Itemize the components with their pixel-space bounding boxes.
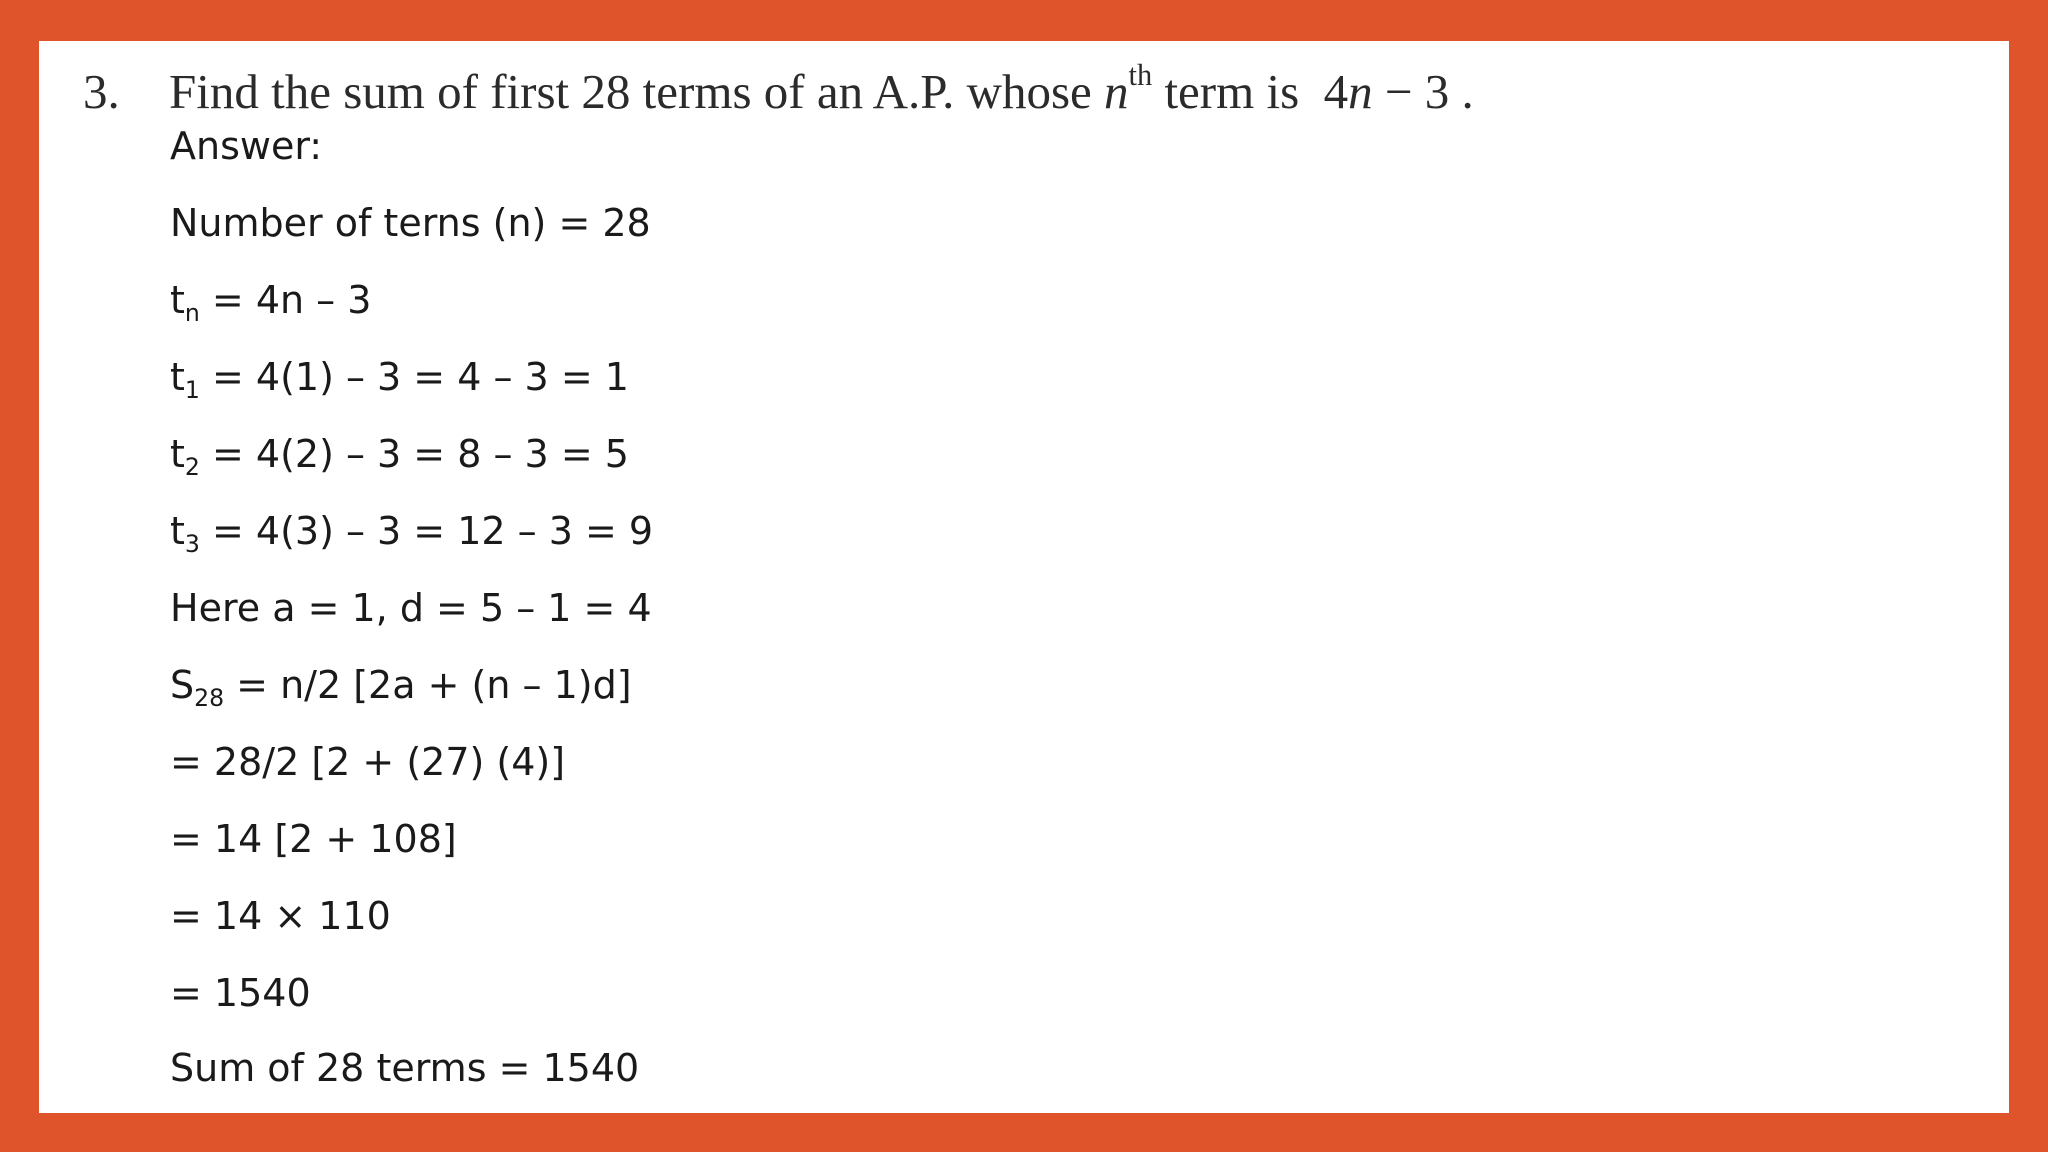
- s28-subscript: 28: [194, 684, 225, 713]
- answer-step-2: = 14 [2 + 108]: [170, 817, 457, 861]
- answer-step-1: = 28/2 [2 + (27) (4)]: [170, 740, 566, 784]
- answer-t2-line: [170, 432, 629, 482]
- answer-step-4: = 1540: [170, 971, 311, 1015]
- question-text-after: term is: [1164, 64, 1300, 119]
- tn-subscript: n: [184, 299, 200, 328]
- s28-rest: = n/2 [2a + (n – 1)d]: [224, 663, 632, 707]
- answer-t1-line: [170, 355, 629, 405]
- t3-subscript: 3: [184, 530, 200, 559]
- tn-base: t: [170, 278, 185, 322]
- t2-subscript: 2: [184, 453, 200, 482]
- t3-rest: = 4(3) – 3 = 12 – 3 = 9: [199, 509, 654, 553]
- answer-t3-line: [170, 509, 654, 559]
- answer-conclusion: Sum of 28 terms = 1540: [170, 1046, 640, 1090]
- t2-base: t: [170, 432, 185, 476]
- s28-base: S: [170, 663, 195, 707]
- slide-content: [39, 41, 2009, 1113]
- t2-rest: = 4(2) – 3 = 8 – 3 = 5: [199, 432, 629, 476]
- answer-here-line: Here a = 1, d = 5 – 1 = 4: [170, 586, 652, 630]
- question-n-superscript: th: [1128, 58, 1153, 93]
- t1-base: t: [170, 355, 185, 399]
- t3-base: t: [170, 509, 185, 553]
- answer-heading: Answer:: [170, 124, 323, 168]
- question-expr-coef: 4: [1323, 64, 1349, 119]
- tn-rest: = 4n – 3: [199, 278, 372, 322]
- question-number: 3.: [83, 64, 120, 119]
- question-line: [83, 58, 1474, 122]
- t1-rest: = 4(1) – 3 = 4 – 3 = 1: [199, 355, 629, 399]
- question-n-variable: n: [1104, 64, 1129, 119]
- question-expr-rest: − 3 .: [1384, 64, 1474, 119]
- answer-tn-line: [170, 278, 372, 328]
- answer-s28-line: [170, 663, 632, 713]
- question-expr-var: n: [1348, 64, 1373, 119]
- question-text-before: Find the sum of first 28 terms of an A.P. whose: [169, 64, 1092, 119]
- answer-step-3: = 14 × 110: [170, 894, 391, 938]
- answer-count-line: Number of terns (n) = 28: [170, 201, 651, 245]
- t1-subscript: 1: [184, 376, 200, 405]
